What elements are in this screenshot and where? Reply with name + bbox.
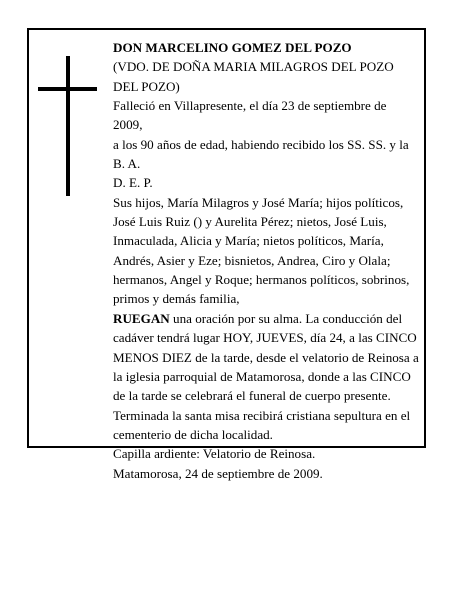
death-statement: Falleció en Villapresente, el día 23 de septiembre de 2009, xyxy=(113,98,387,133)
funeral-request xyxy=(113,309,419,444)
cross-icon-arm xyxy=(38,87,97,91)
widower-of: (VDO. DE DOÑA MARIA MILAGROS DEL POZO DEL POZO) xyxy=(113,59,394,94)
obituary-text xyxy=(113,38,419,483)
family-list: Sus hijos, María Milagros y José María; hijos políticos, José Luis Ruiz () y Aurelita Pérez; nietos, José Luis, Inmaculada, Alicia y María; nietos políticos, María, Andrés, Asier y Eze; bisnietos, Andrea, Ciro y Olala; hermanos, Angel y Roque; hermanos políticos, sobrinos, primos y demás familia, xyxy=(113,194,410,307)
funeral-details: una oración por su alma. La conducción del cadáver tendrá lugar HOY, JUEVES, día 24, a las CINCO MENOS DIEZ de la tarde, desde el velatorio de Reinosa a la iglesia parroquial de Matamorosa, donde a las CINCO de la tarde se celebrará el funeral de cuerpo presente. Terminada la santa misa recibirá cristiana sepultura en el cementerio de dicha localidad. xyxy=(113,310,419,442)
deceased-name: DON MARCELINO GOMEZ DEL POZO xyxy=(113,40,352,55)
request-verb: RUEGAN xyxy=(113,310,170,326)
chapel-line: Capilla ardiente: Velatorio de Reinosa. xyxy=(113,446,316,462)
place-date-line: Matamorosa, 24 de septiembre de 2009. xyxy=(113,465,323,481)
rip-line: D. E. P. xyxy=(113,175,153,191)
cross-icon xyxy=(66,56,70,196)
age-statement: a los 90 años de edad, habiendo recibido los SS. SS. y la B. A. xyxy=(113,136,409,172)
